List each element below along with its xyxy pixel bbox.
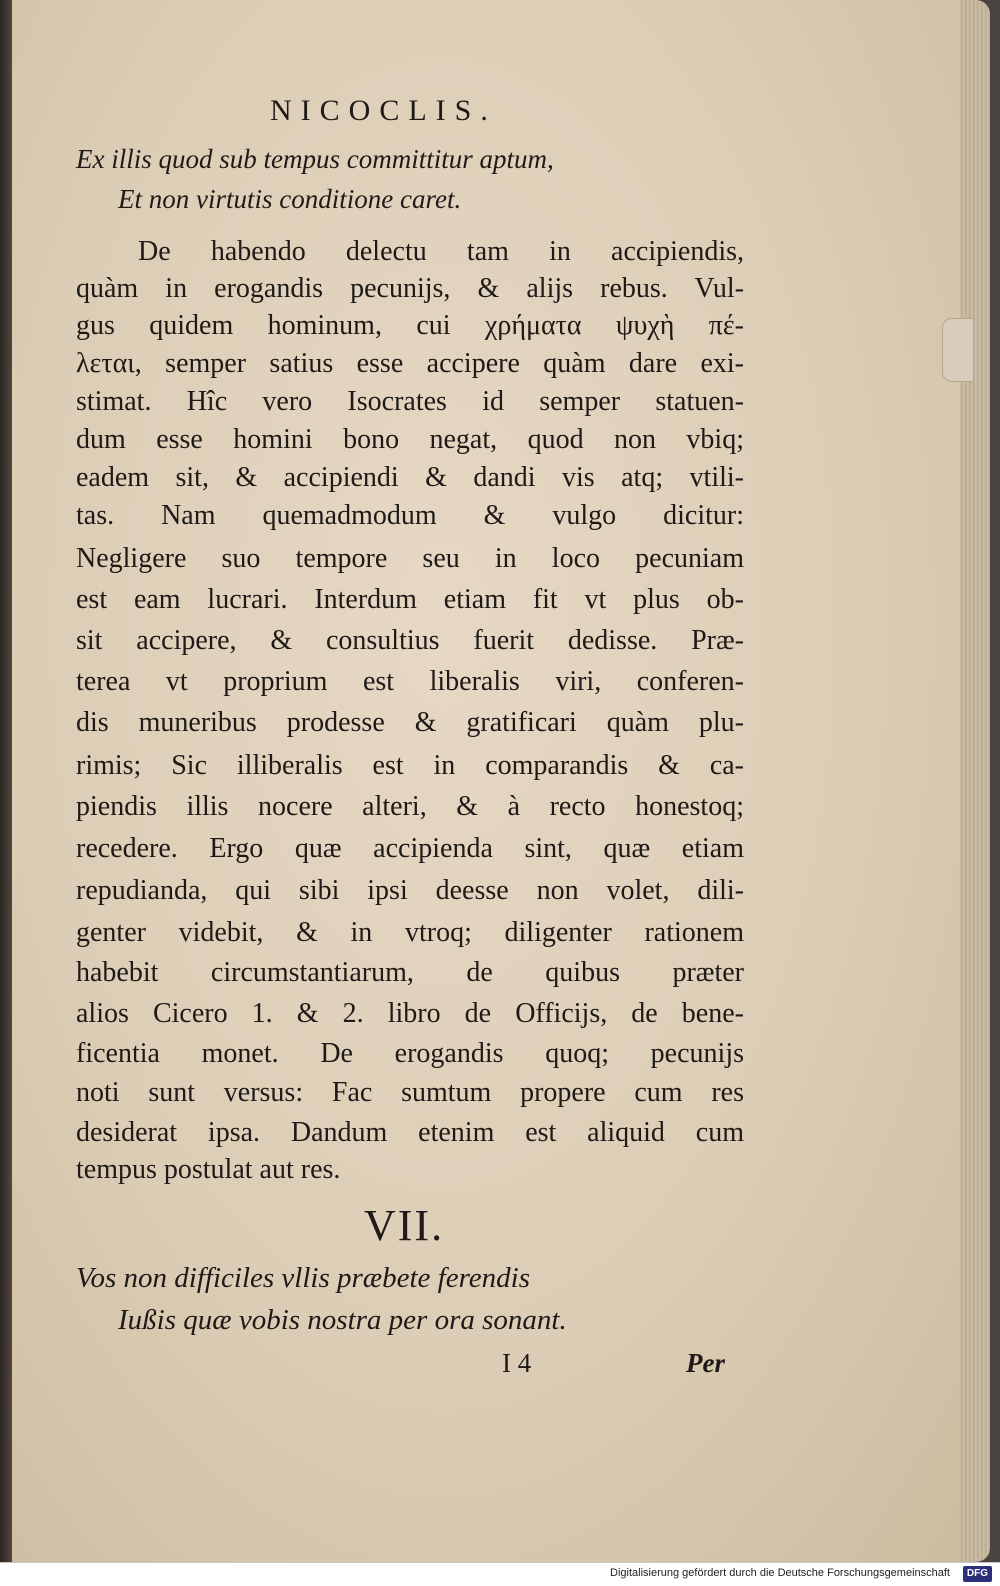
text-line: De habendo delectu tam in accipiendis, [138, 236, 744, 267]
text-line: est eam lucrari. Interdum etiam fit vt plus ob- [76, 584, 744, 615]
text-line: terea vt proprium est liberalis viri, conferen- [76, 666, 744, 697]
verse-line: Ex illis quod sub tempus committitur aptum, [76, 144, 554, 174]
signature-mark: I 4 [502, 1348, 532, 1378]
text-line: piendis illis nocere alteri, & à recto honestoq; [76, 791, 744, 822]
text-line: sit accipere, & consultius fuerit dedisse. Præ- [76, 625, 744, 656]
text-line: alios Cicero 1. & 2. libro de Officijs, de bene- [76, 998, 744, 1029]
text-line: stimat. Hîc vero Isocrates id semper statuen- [76, 386, 744, 417]
text-line: ficentia monet. De erogandis quoq; pecunijs [76, 1038, 744, 1069]
verse-line: Et non virtutis conditione caret. [118, 184, 462, 214]
text-line: Negligere suo tempore seu in loco pecuniam [76, 543, 744, 574]
footer-bar [0, 1562, 1000, 1586]
text-line: desiderat ipsa. Dandum etenim est aliquid cum [76, 1117, 744, 1148]
text-line: tempus postulat aut res. [76, 1154, 341, 1185]
text-line: recedere. Ergo quæ accipienda sint, quæ etiam [76, 833, 744, 864]
text-line: repudianda, qui sibi ipsi deesse non volet, dili- [76, 875, 744, 906]
footer-credit: Digitalisierung gefördert durch die Deutsche Forschungsgemeinschaft [610, 1567, 950, 1579]
text-line: gus quidem hominum, cui χρήματα ψυχὴ πέ- [76, 310, 744, 341]
text-line: eadem sit, & accipiendi & dandi vis atq; vtili- [76, 462, 744, 493]
text-line: quàm in erogandis pecunijs, & alijs rebus. Vul- [76, 273, 744, 304]
text-line: λεται, semper satius esse accipere quàm dare exi- [76, 348, 744, 379]
text-line: habebit circumstantiarum, de quibus præter [76, 957, 744, 988]
text-line: dum esse homini bono negat, quod non vbiq; [76, 424, 744, 455]
text-line: noti sunt versus: Fac sumtum propere cum res [76, 1077, 744, 1108]
running-header: NICOCLIS. [270, 94, 497, 127]
book-page [12, 0, 970, 1562]
dfg-logo: DFG [963, 1566, 992, 1582]
section-number: VII. [364, 1201, 445, 1250]
text-line: dis muneribus prodesse & gratificari quàm plu- [76, 707, 744, 738]
text-line: tas. Nam quemadmodum & vulgo dicitur: [76, 500, 744, 531]
catchword: Per [686, 1348, 725, 1378]
bookmark-tab [942, 318, 974, 382]
page-edges [960, 0, 990, 1562]
verse-line: Vos non difficiles vllis præbete ferendis [76, 1262, 531, 1294]
text-line: genter videbit, & in vtroq; diligenter rationem [76, 917, 744, 948]
verse-line: Iußis quæ vobis nostra per ora sonant. [118, 1304, 567, 1336]
text-line: rimis; Sic illiberalis est in comparandis & ca- [76, 750, 744, 781]
